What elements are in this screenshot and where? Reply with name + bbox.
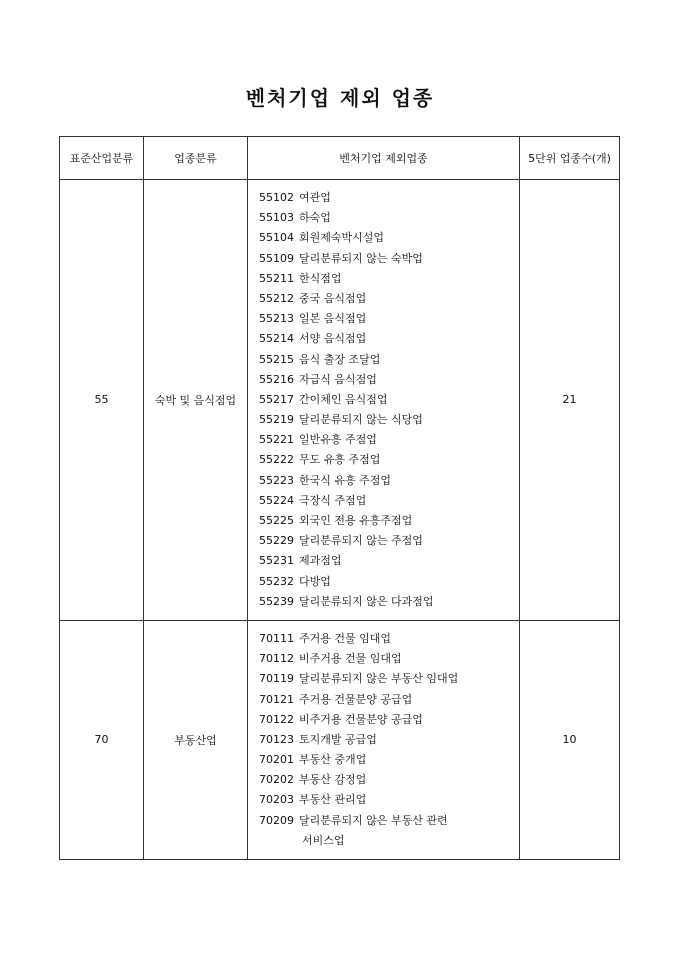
header-excluded-industries: 벤처기업 제외업종: [248, 137, 520, 180]
industry-count: 21: [520, 180, 620, 621]
industry-code: 70119: [259, 672, 294, 686]
list-item: [259, 450, 519, 470]
classification-code: 55: [60, 180, 144, 621]
industry-code: 55231: [259, 554, 294, 568]
industry-code: 55104: [259, 231, 294, 245]
industry-name: 한식점업: [299, 271, 342, 285]
industry-name: 하숙업: [299, 211, 331, 225]
page-title: 벤처기업 제외 업종: [245, 86, 435, 110]
industry-count: 10: [520, 620, 620, 859]
industry-name: 달리분류되지 않은 부동산 임대업: [299, 672, 459, 686]
industry-code: 55239: [259, 594, 294, 608]
list-item: [259, 208, 519, 228]
industry-name: 한국식 유흥 주점업: [299, 473, 392, 487]
industry-name: 외국인 전용 유흥주점업: [299, 514, 413, 527]
list-item: [259, 228, 519, 248]
excluded-industries-table: [59, 136, 620, 860]
industry-code: 70201: [259, 753, 294, 767]
industry-code: 55221: [259, 433, 294, 447]
industry-code: 70111: [259, 631, 294, 645]
industry-name: 달리분류되지 않는 숙박업: [299, 251, 423, 265]
header-standard-classification: 표준산업분류: [60, 137, 144, 180]
industry-name: 서비스업: [302, 833, 345, 847]
list-item: [259, 531, 519, 551]
industry-code: 55217: [259, 392, 294, 406]
list-item: [259, 551, 519, 571]
industry-name: 부동산 중개업: [299, 753, 367, 767]
industry-name: 무도 유흥 주점업: [299, 453, 381, 467]
industry-category: 숙박 및 음식점업: [144, 180, 248, 621]
list-item: [259, 592, 519, 612]
excluded-industry-list: [248, 180, 520, 621]
industry-code: 70123: [259, 732, 294, 746]
classification-code: 70: [60, 620, 144, 859]
industry-name: 극장식 주점업: [299, 493, 367, 507]
industry-code: 70203: [259, 793, 294, 807]
industry-name: 토지개발 공급업: [299, 732, 377, 746]
industry-code: 55232: [259, 574, 294, 588]
industry-code: 55103: [259, 211, 294, 225]
industry-code: 55215: [259, 352, 294, 366]
industry-name: 일본 음식점업: [299, 312, 367, 326]
industry-name: 다방업: [299, 574, 331, 588]
industry-code: 55214: [259, 332, 294, 346]
industry-name: 제과점업: [299, 554, 342, 568]
list-item: [259, 710, 519, 730]
industry-name: 부동산 관리업: [299, 793, 367, 807]
list-item: [259, 511, 519, 531]
list-item: [259, 629, 519, 649]
industry-category: 부동산업: [144, 620, 248, 859]
table-row: [60, 620, 620, 859]
industry-name: 자급식 음식점업: [299, 372, 377, 386]
industry-code: 70202: [259, 773, 294, 787]
list-item: [259, 811, 519, 831]
header-industry-count: 5단위 업종수(개): [520, 137, 620, 180]
list-item: [259, 730, 519, 750]
industry-code: 55109: [259, 251, 294, 265]
table-header-row: [60, 137, 620, 180]
industry-code: 55229: [259, 534, 294, 548]
list-item: [259, 289, 519, 309]
industry-name: 여관업: [299, 191, 331, 204]
list-item: [259, 188, 519, 208]
industry-name: 주거용 건물 임대업: [299, 631, 392, 645]
list-item: [259, 350, 519, 370]
industry-name: 간이체인 음식점업: [299, 392, 388, 406]
list-item: [259, 430, 519, 450]
list-item: [259, 471, 519, 491]
industry-name: 비주거용 건물분양 공급업: [299, 712, 423, 726]
list-item: [259, 410, 519, 430]
industry-code: 55211: [259, 271, 294, 285]
list-item: [259, 390, 519, 410]
industry-name: 달리분류되지 않은 부동산 관련: [299, 813, 448, 827]
list-item: [259, 831, 519, 851]
excluded-industry-list: [248, 620, 520, 859]
list-item: [259, 491, 519, 511]
industry-code: 55102: [259, 191, 294, 204]
industry-name: 달리분류되지 않는 식당업: [299, 413, 423, 427]
industry-code: 70121: [259, 692, 294, 706]
list-item: [259, 770, 519, 790]
industry-code: 70209: [259, 813, 294, 827]
list-item: [259, 309, 519, 329]
industry-name: 중국 음식점업: [299, 291, 367, 305]
list-item: [259, 329, 519, 349]
list-item: [259, 269, 519, 289]
industry-name: 비주거용 건물 임대업: [299, 652, 402, 666]
industry-name: 일반유흥 주점업: [299, 433, 377, 447]
industry-code: 55216: [259, 372, 294, 386]
header-industry-category: 업종분류: [144, 137, 248, 180]
industry-code: 55225: [259, 514, 294, 527]
list-item: [259, 370, 519, 390]
list-item: [259, 249, 519, 269]
industry-code: 55212: [259, 291, 294, 305]
industry-name: 달리분류되지 않은 다과점업: [299, 594, 434, 608]
industry-name: 회원제숙박시설업: [299, 231, 385, 245]
list-item: [259, 649, 519, 669]
industry-code: 55224: [259, 493, 294, 507]
industry-code: 70122: [259, 712, 294, 726]
industry-name: 음식 출장 조달업: [299, 352, 381, 366]
industry-code: 55213: [259, 312, 294, 326]
list-item: [259, 572, 519, 592]
industry-code: 55219: [259, 413, 294, 427]
industry-name: 서양 음식점업: [299, 332, 367, 346]
list-item: [259, 669, 519, 689]
list-item: [259, 690, 519, 710]
industry-code: 70112: [259, 652, 294, 666]
industry-code: 55223: [259, 473, 294, 487]
industry-name: 부동산 감정업: [299, 773, 367, 787]
industry-code: 55222: [259, 453, 294, 467]
industry-name: 달리분류되지 않는 주점업: [299, 534, 423, 548]
industry-name: 주거용 건물분양 공급업: [299, 692, 413, 706]
list-item: [259, 790, 519, 810]
list-item: [259, 750, 519, 770]
table-row: [60, 180, 620, 621]
